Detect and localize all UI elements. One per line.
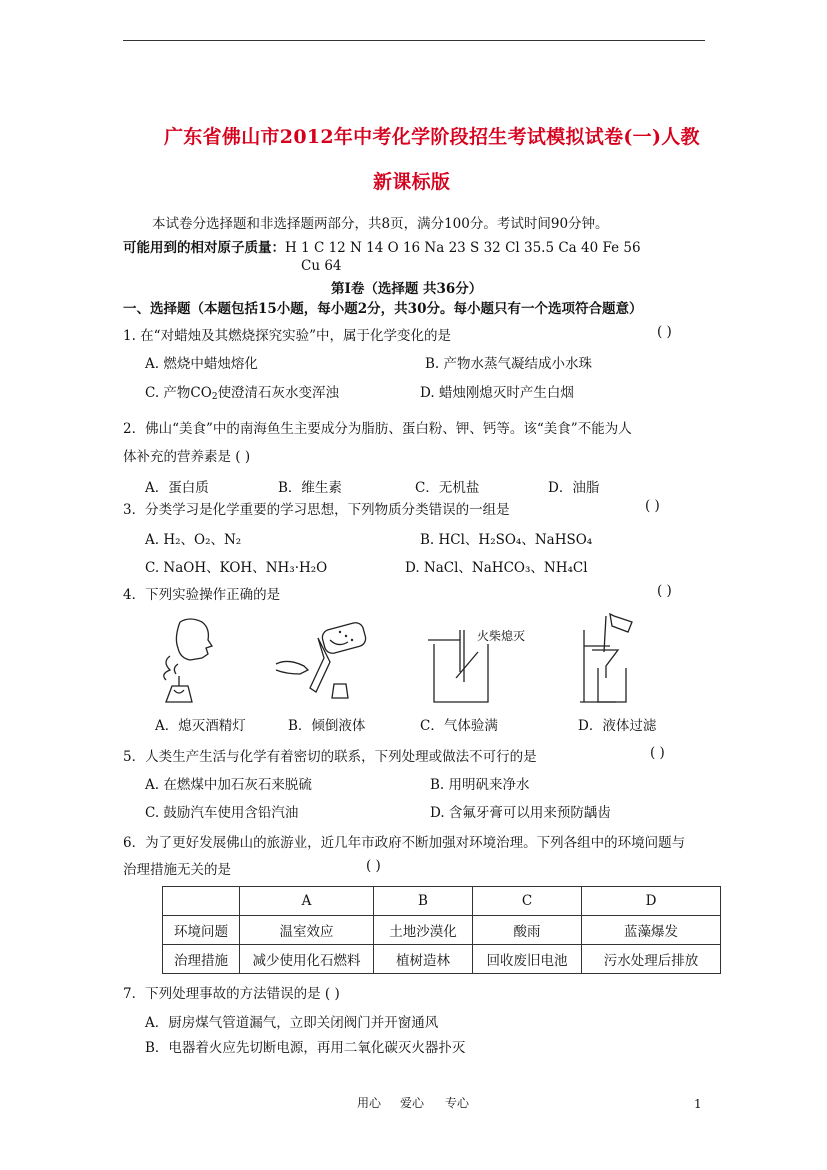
- q4-option-a: A．熄灭酒精灯: [155, 718, 246, 734]
- q2-option-b: B．维生素: [278, 480, 342, 496]
- table-cell: 污水处理后排放: [582, 945, 721, 974]
- q1-option-c-subscript: 2: [211, 392, 218, 402]
- table-header-cell: D: [582, 887, 721, 916]
- section-heading: 第Ⅰ卷（选择题 共36分）: [331, 281, 483, 297]
- atomic-mass-line: [123, 236, 641, 256]
- table-header-cell: B: [374, 887, 473, 916]
- footer-motto-3: 专心: [445, 1096, 470, 1110]
- exam-info: 本试卷分选择题和非选择题两部分，共8页，满分100分。考试时间90分钟。: [152, 216, 609, 232]
- q1-option-b: B. 产物水蒸气凝结成小水珠: [425, 356, 593, 372]
- q3-option-c: C. NaOH、KOH、NH₃·H₂O: [145, 560, 328, 576]
- q6-stem-line2: 治理措施无关的是: [123, 862, 231, 878]
- environment-table: [162, 886, 721, 974]
- q1-option-c-text: C. 产物CO: [145, 385, 212, 401]
- q4-option-d: D．液体过滤: [578, 718, 657, 734]
- table-cell: 温室效应: [240, 916, 374, 945]
- table-header-cell: C: [473, 887, 582, 916]
- page-number: 1: [694, 1097, 702, 1111]
- table-cell: 植树造林: [374, 945, 473, 974]
- footer-motto-1: 用心: [357, 1096, 382, 1110]
- q7-option-b: B．电器着火应先切断电源，再用二氧化碳灭火器扑灭: [145, 1040, 466, 1056]
- q2-option-c: C．无机盐: [415, 480, 480, 496]
- atomic-mass-label: 可能用到的相对原子质量：: [123, 240, 285, 256]
- header-rule: [123, 40, 705, 41]
- q5-option-b: B. 用明矾来净水: [430, 777, 530, 793]
- q2-stem-line1: 2．佛山“美食”中的南海鱼生主要成分为脂肪、蛋白粉、钾、钙等。该“美食”不能为人: [123, 421, 632, 437]
- q5-stem: 5．人类生产生活与化学有着密切的联系，下列处理或做法不可行的是: [123, 749, 537, 765]
- section-instruction: 一、选择题（本题包括15小题，每小题2分，共30分。每小题只有一个选项符合题意）: [123, 301, 643, 317]
- q3-answer-blank: ( ): [645, 498, 660, 514]
- q1-option-c-text2: 使澄清石灰水变浑浊: [217, 385, 340, 401]
- q1-stem: 1. 在“对蜡烛及其燃烧探究实验”中，属于化学变化的是: [123, 328, 451, 344]
- q5-option-d: D. 含氟牙膏可以用来预防龋齿: [430, 805, 611, 821]
- q4-figure-label: 火柴熄灭: [477, 629, 526, 643]
- page-title-line1: 广东省佛山市2012年中考化学阶段招生考试模拟试卷(一)人教: [164, 126, 700, 148]
- table-cell: 酸雨: [473, 916, 582, 945]
- atomic-mass-values: H 1 C 12 N 14 O 16 Na 23 S 32 Cl 35.5 Ca 40 Fe 56: [285, 240, 641, 256]
- q1-option-c: [145, 381, 339, 402]
- q6-answer-blank: ( ): [366, 858, 381, 874]
- q4-option-c: C．气体验满: [420, 718, 498, 734]
- q3-stem: 3．分类学习是化学重要的学习思想，下列物质分类错误的一组是: [123, 502, 510, 518]
- table-cell: 回收废旧电池: [473, 945, 582, 974]
- q5-answer-blank: ( ): [650, 745, 665, 761]
- table-cell: 土地沙漠化: [374, 916, 473, 945]
- table-cell: 环境问题: [163, 916, 240, 945]
- q7-option-a: A．厨房煤气管道漏气，立即关闭阀门并开窗通风: [145, 1015, 439, 1031]
- page-title-line2: 新课标版: [373, 171, 451, 193]
- q1-option-d: D. 蜡烛刚熄灭时产生白烟: [420, 385, 574, 401]
- figure-pour-liquid: [268, 618, 378, 708]
- footer-motto-2: 爱心: [400, 1096, 425, 1110]
- table-cell: 蓝藻爆发: [582, 916, 721, 945]
- q5-option-a: A. 在燃煤中加石灰石来脱硫: [145, 777, 312, 793]
- table-header-cell: A: [240, 887, 374, 916]
- q2-option-a: A．蛋白质: [145, 480, 209, 496]
- q3-option-a: A. H₂、O₂、N₂: [145, 532, 242, 548]
- table-header-cell: [163, 887, 240, 916]
- table-row: [163, 945, 721, 974]
- q2-stem-line2: 体补充的营养素是 ( ): [123, 449, 251, 465]
- table-cell: 减少使用化石燃料: [240, 945, 374, 974]
- figure-filtration: [570, 610, 650, 708]
- q4-answer-blank: ( ): [657, 583, 672, 599]
- q1-answer-blank: ( ): [657, 324, 672, 340]
- q2-option-d: D．油脂: [548, 480, 600, 496]
- q4-stem: 4．下列实验操作正确的是: [123, 587, 281, 603]
- q6-stem-line1: 6．为了更好发展佛山的旅游业，近几年市政府不断加强对环境治理。下列各组中的环境问题与: [123, 835, 686, 851]
- q5-option-c: C. 鼓励汽车使用含铅汽油: [145, 805, 299, 821]
- q7-stem: 7．下列处理事故的方法错误的是 ( ): [123, 986, 340, 1002]
- q1-option-a: A. 燃烧中蜡烛熔化: [145, 356, 258, 372]
- figure-extinguish-alcohol-lamp: [150, 614, 235, 709]
- q3-option-d: D. NaCl、NaHCO₃、NH₄Cl: [405, 560, 588, 576]
- table-header-row: [163, 887, 721, 916]
- table-cell: 治理措施: [163, 945, 240, 974]
- q3-option-b: B. HCl、H₂SO₄、NaHSO₄: [420, 532, 593, 548]
- q4-option-b: B．倾倒液体: [288, 718, 366, 734]
- atomic-mass-values-2: Cu 64: [301, 258, 342, 274]
- table-row: [163, 916, 721, 945]
